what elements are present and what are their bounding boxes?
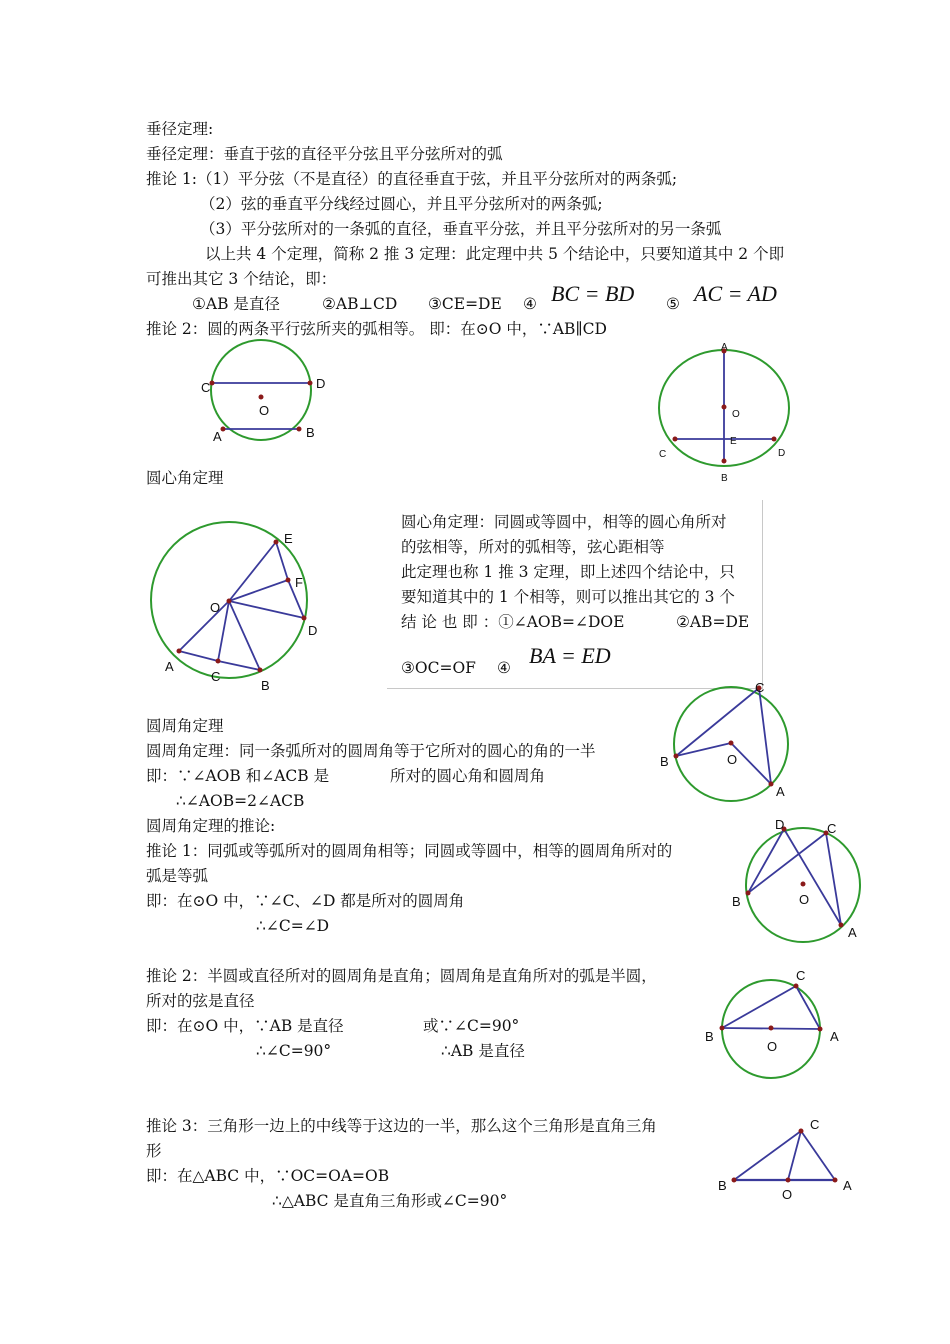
cor2-line-2: 所对的弦是直径	[146, 992, 255, 1010]
section-heading-inscribed-angle: 圆周角定理	[146, 717, 224, 735]
point-b	[732, 1178, 737, 1183]
seg-ac	[179, 651, 218, 661]
cor1-line-3: 即：在⊙O 中，∵∠C、∠D 都是所对的圆周角	[146, 892, 465, 910]
summary-line-1: 以上共 4 个定理，简称 2 推 3 定理：此定理中共 5 个结论中，只要知道其中 2 个即	[205, 245, 785, 263]
label-e: E	[730, 436, 737, 447]
point-d	[302, 616, 307, 621]
label-a: A	[848, 925, 857, 940]
point-b	[722, 459, 727, 464]
point-a	[769, 782, 774, 787]
point-b	[674, 754, 679, 759]
theorem-text: 垂径定理：垂直于弦的直径平分弦且平分弦所对的弧	[146, 145, 503, 163]
label-d: D	[778, 448, 786, 459]
label-o: O	[799, 892, 810, 907]
seg-cb	[218, 661, 260, 670]
seg-ca	[801, 1131, 835, 1180]
point-o	[729, 741, 734, 746]
label-b: B	[306, 425, 315, 440]
figure-inscribed-central	[655, 680, 805, 805]
label-d: D	[775, 817, 785, 832]
box-line-4: 要知道其中的 1 个相等，则可以推出其它的 3 个	[401, 588, 735, 606]
point-o	[801, 882, 806, 887]
figure-perpendicular-diameter	[650, 342, 800, 492]
figure-diameter-right-angle	[700, 965, 850, 1083]
label-a: A	[165, 659, 174, 674]
cor2-line-3b: 或∵∠C=90°	[423, 1017, 520, 1035]
label-d: D	[308, 623, 318, 638]
point-c	[794, 984, 799, 989]
circle	[211, 340, 311, 440]
figure-central-angles	[145, 520, 325, 700]
section-heading-central-angle: 圆心角定理	[146, 469, 224, 487]
point-a	[833, 1178, 838, 1183]
conclusion-2: ②AB⊥CD	[322, 295, 398, 313]
corollary-heading: 圆周角定理的推论:	[146, 817, 276, 835]
cor1-line-4: ∴∠C=∠D	[256, 917, 330, 935]
seg-ob	[229, 601, 260, 670]
textbox-border-right	[762, 500, 763, 688]
figure-median-triangle	[712, 1113, 862, 1208]
corollary-1-line-3: （3）平分弦所对的一条弧的直径，垂直平分弦，并且平分弦所对的另一条弧	[200, 220, 722, 238]
point-o	[227, 599, 232, 604]
label-c: C	[201, 380, 211, 395]
point-b	[720, 1026, 725, 1031]
summary-line-2: 可推出其它 3 个结论，即：	[146, 270, 337, 288]
label-c: C	[659, 449, 667, 460]
point-o	[786, 1178, 791, 1183]
label-a: A	[213, 429, 222, 444]
cor3-line-3: 即：在△ABC 中，∵OC=OA=OB	[146, 1167, 390, 1185]
point-a	[818, 1027, 823, 1032]
box-line-2: 的弦相等，所对的弧相等，弦心距相等	[401, 538, 665, 556]
point-f	[286, 578, 291, 583]
label-c: C	[827, 821, 837, 836]
point-o	[722, 405, 727, 410]
cor3-line-1: 推论 3：三角形一边上的中线等于这边的一半，那么这个三角形是直角三角	[146, 1117, 657, 1135]
cor2-line-3a: 即：在⊙O 中，∵AB 是直径	[146, 1017, 344, 1035]
figure-equal-inscribed	[728, 815, 868, 945]
cor1-line-2: 弧是等弧	[146, 867, 209, 885]
cor3-line-2: 形	[146, 1142, 162, 1160]
label-a: A	[721, 342, 728, 353]
label-b: B	[718, 1178, 727, 1193]
point-c	[799, 1129, 804, 1134]
label-o: O	[210, 600, 221, 615]
label-o: O	[782, 1187, 793, 1202]
corollary-1-line-1: 推论 1:（1）平分弦（不是直径）的直径垂直于弦，并且平分弦所对的两条弧;	[146, 170, 678, 188]
label-c: C	[211, 669, 221, 684]
label-o: O	[727, 752, 738, 767]
arc-equation-bc-bd: BC = BD	[551, 281, 635, 306]
label-a: A	[843, 1178, 852, 1193]
section-heading-chord: 垂径定理:	[146, 120, 214, 138]
cor2-line-1: 推论 2：半圆或直径所对的圆周角是直角；圆周角是直角所对的弧是半圆，	[146, 967, 657, 985]
label-d: D	[316, 376, 326, 391]
cor2-line-4a: ∴∠C=90°	[256, 1042, 332, 1060]
cor3-line-4: ∴△ABC 是直角三角形或∠C=90°	[272, 1192, 508, 1210]
point-o	[769, 1026, 774, 1031]
point-b	[746, 891, 751, 896]
label-c: C	[755, 680, 765, 695]
label-e: E	[284, 531, 293, 546]
label-b: B	[660, 754, 669, 769]
inscribed-theorem: 圆周角定理：同一条弧所对的圆周角等于它所对的圆心的角的一半	[146, 742, 596, 760]
point-c	[216, 659, 221, 664]
cor2-line-4b: ∴AB 是直径	[441, 1042, 525, 1060]
point-d	[772, 437, 777, 442]
label-o: O	[732, 409, 740, 420]
seg-bc	[748, 833, 826, 893]
point-e	[274, 540, 279, 545]
figure-parallel-chords	[195, 340, 335, 455]
label-c: C	[796, 968, 806, 983]
box-line-5: 结 论 也 即 ：①∠AOB=∠DOE	[401, 613, 625, 631]
box-line-6b: ④	[497, 659, 511, 677]
label-b: B	[261, 678, 270, 693]
box-line-5b: ②AB=DE	[676, 613, 750, 631]
point-a	[839, 923, 844, 928]
label-b: B	[705, 1029, 714, 1044]
cor1-line-1: 推论 1：同弧或等弧所对的圆周角相等；同圆或等圆中，相等的圆周角所对的	[146, 842, 673, 860]
conclusion-5: ⑤	[666, 295, 680, 313]
seg-bd	[748, 829, 784, 893]
box-line-3: 此定理也称 1 推 3 定理，即上述四个结论中，只	[401, 563, 735, 581]
label-c: C	[810, 1117, 820, 1132]
seg-bc	[734, 1131, 801, 1180]
seg-bc	[722, 986, 796, 1028]
seg-ca	[796, 986, 820, 1029]
box-line-1: 圆心角定理：同圆或等圆中，相等的圆心角所对	[401, 513, 727, 531]
box-line-6: ③OC=OF	[401, 659, 476, 677]
point-d	[308, 381, 313, 386]
label-f: F	[295, 575, 303, 590]
point-c	[673, 437, 678, 442]
label-a: A	[830, 1029, 839, 1044]
corollary-1-line-2: （2）弦的垂直平分线经过圆心，并且平分弦所对的两条弧;	[200, 195, 603, 213]
corollary-2: 推论 2：圆的两条平行弦所夹的弧相等。 即：在⊙O 中，∵AB∥CD	[146, 320, 607, 338]
label-a: A	[776, 784, 785, 799]
since-line-a: 即：∵∠AOB 和∠ACB 是	[146, 767, 330, 785]
point-b	[297, 427, 302, 432]
conclusion-1: ①AB 是直径	[192, 295, 280, 313]
arc-equation-ac-ad: AC = AD	[694, 281, 777, 306]
point-b	[258, 668, 263, 673]
label-b: B	[721, 473, 728, 484]
conclusion-4: ④	[523, 295, 537, 313]
label-b: B	[732, 894, 741, 909]
seg-od	[229, 601, 304, 618]
since-line-b: 所对的圆心角和圆周角	[390, 767, 546, 785]
arc-equation-ba-ed: BA = ED	[529, 643, 611, 668]
label-o: O	[259, 403, 270, 418]
point-a	[177, 649, 182, 654]
label-o: O	[767, 1039, 778, 1054]
therefore-line: ∴∠AOB=2∠ACB	[176, 792, 305, 810]
conclusion-3: ③CE=DE	[428, 295, 502, 313]
point-o	[259, 395, 264, 400]
